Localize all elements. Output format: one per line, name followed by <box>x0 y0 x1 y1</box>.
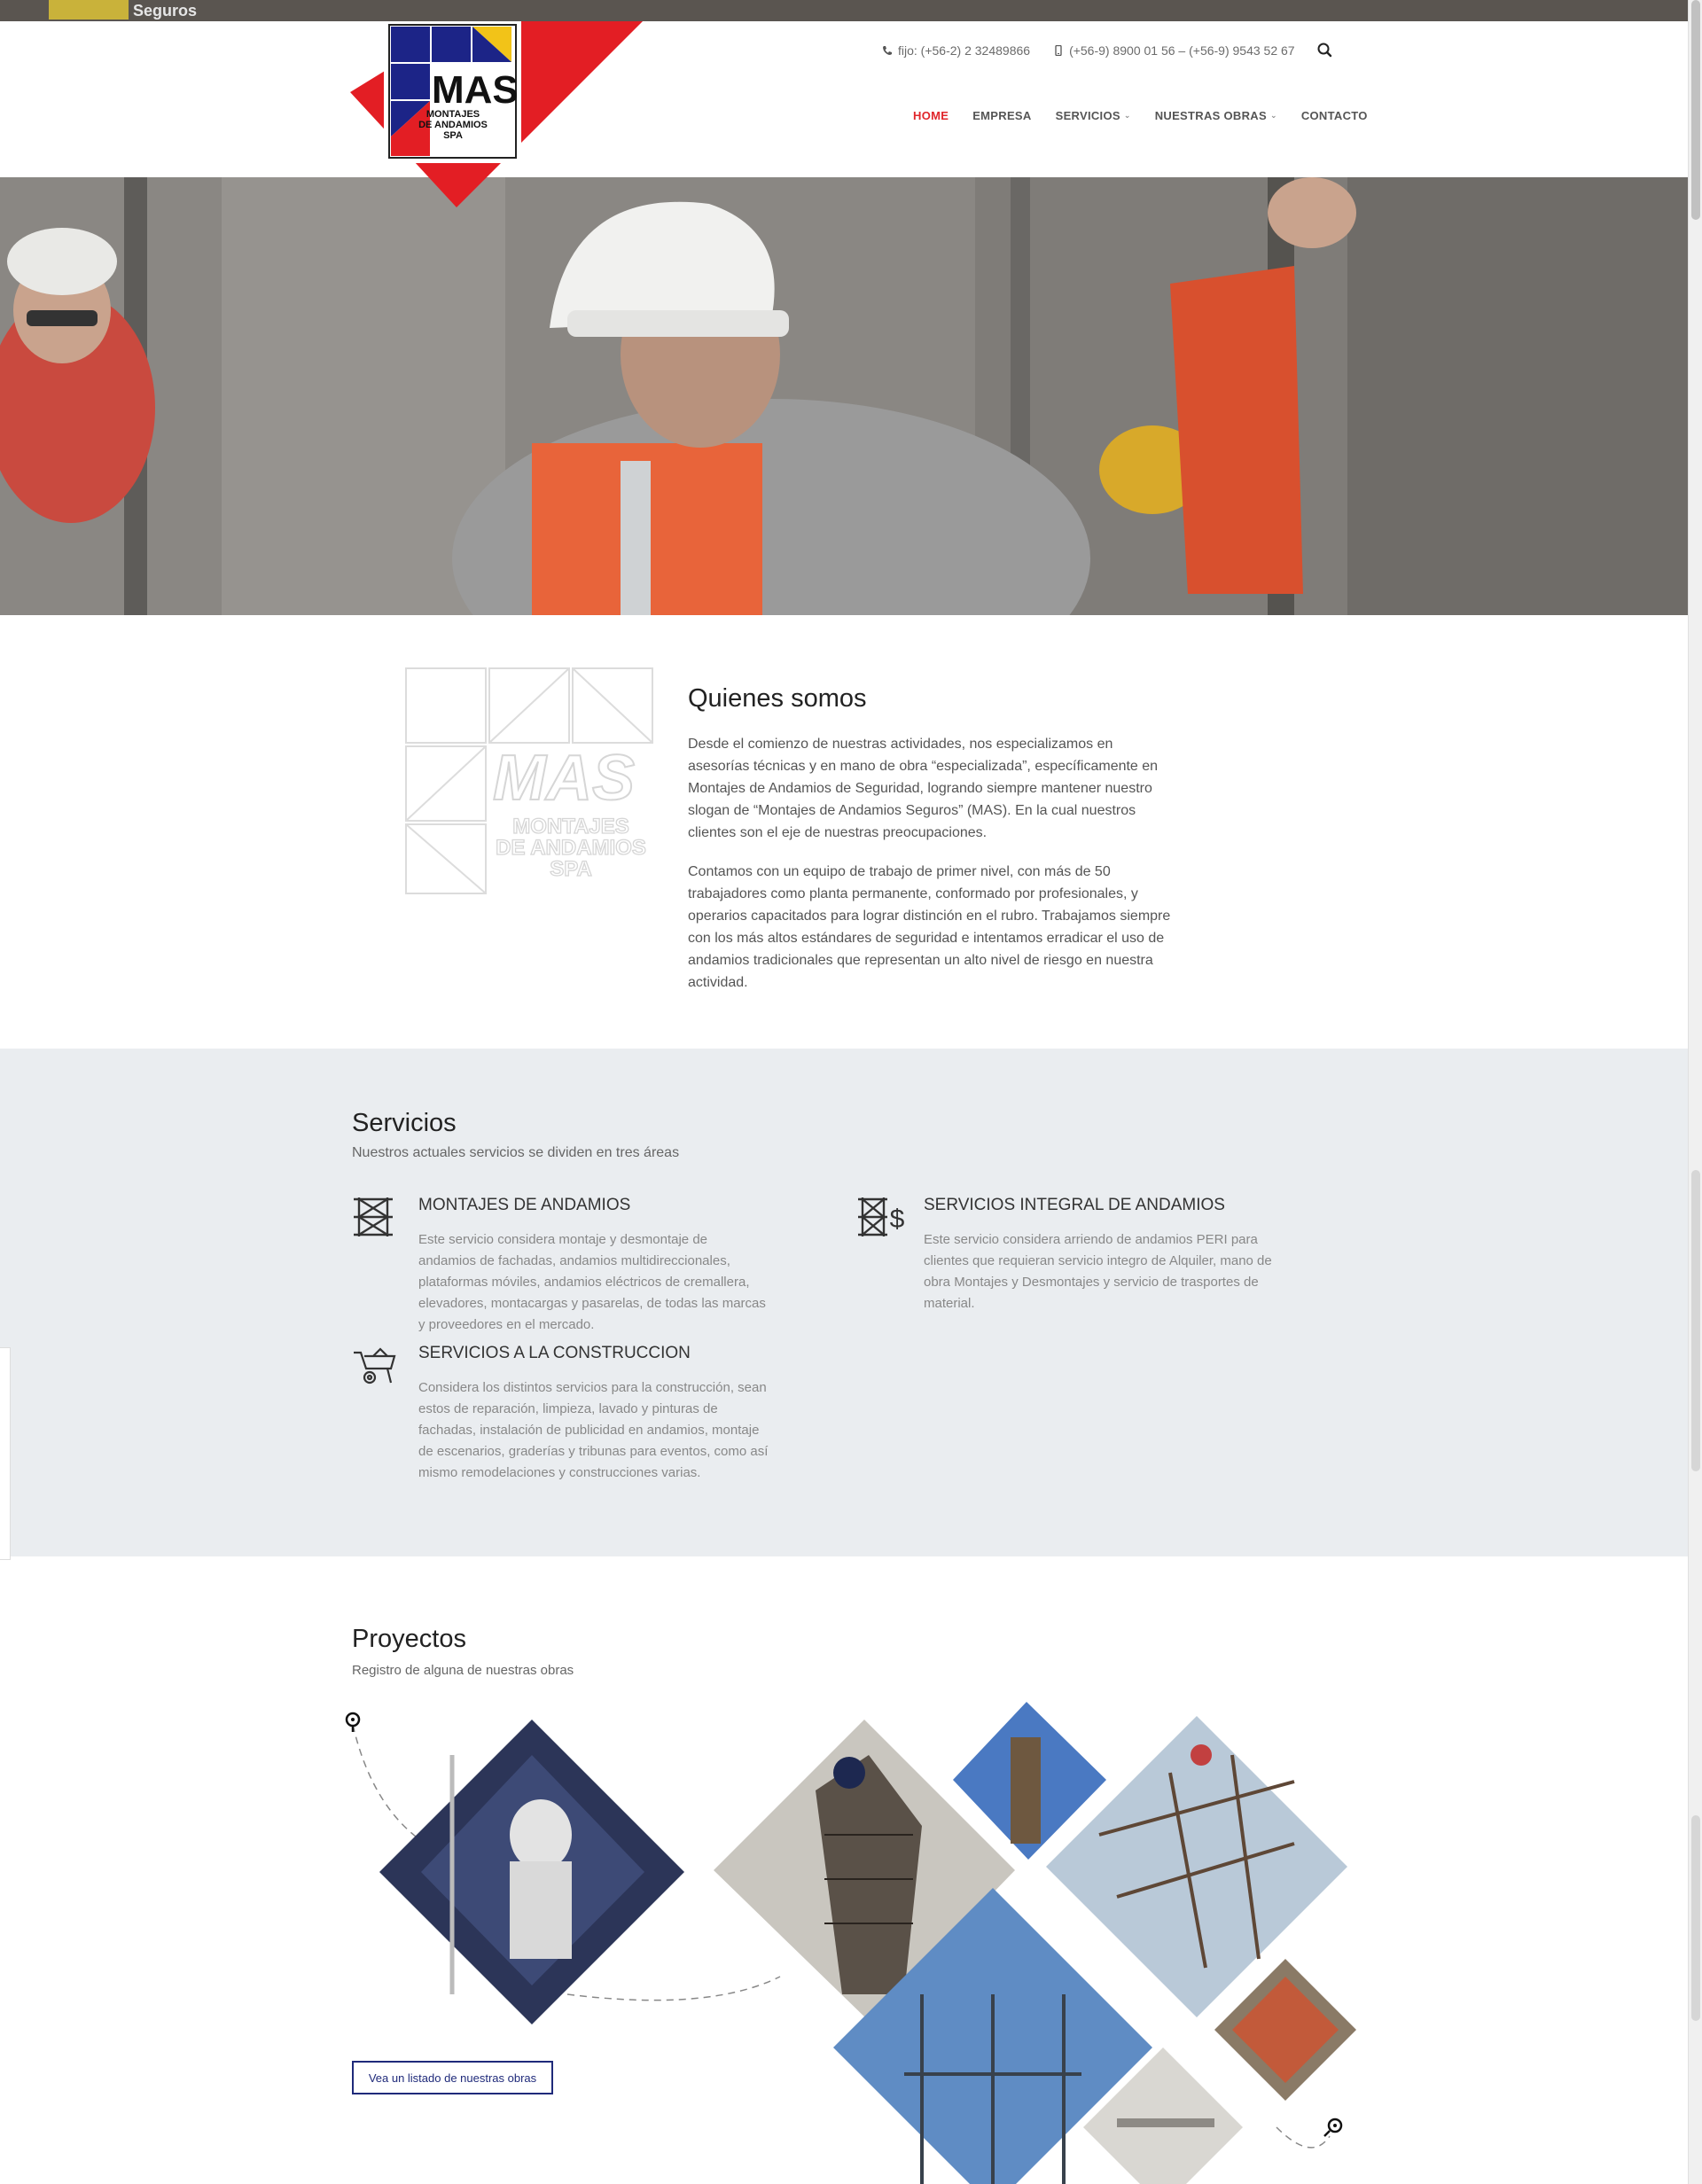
services-title: Servicios <box>352 1109 457 1137</box>
projects-title: Proyectos <box>352 1625 466 1653</box>
location-pin-icon <box>347 1713 359 1732</box>
nav-servicios[interactable]: SERVICIOS ⌄ <box>1055 109 1131 122</box>
service-description: Este servicio considera arriendo de andamios PERI para clientes que requieran servicio integro de Alquiler, mano de obra Montajes y Desmontajes y servicio de trasportes de material. <box>924 1232 1272 1311</box>
project-photo-1[interactable] <box>379 1720 684 2024</box>
nav-home[interactable]: HOME <box>913 109 949 122</box>
service-card-construccion <box>352 1344 769 1484</box>
banner-text: Seguros <box>133 2 198 20</box>
about-section <box>688 684 1171 1010</box>
location-pin-icon <box>1324 2119 1341 2136</box>
nav-empresa[interactable]: EMPRESA <box>972 109 1032 122</box>
scaffold-icon <box>352 1196 394 1238</box>
mobile-phone-text: (+56-9) 8900 01 56 – (+56-9) 9543 52 67 <box>1069 43 1295 58</box>
nav-contacto[interactable]: CONTACTO <box>1300 109 1368 122</box>
watermark-line1: MONTAJES <box>512 815 629 838</box>
main-nav <box>913 109 1368 122</box>
watermark-main-text: MAS <box>493 743 635 814</box>
about-paragraph-1: Desde el comienzo de nuestras actividades, nos especializamos en asesorías técnicas y en mano de obra “especializada”, específicamente en Montajes de Andamios de Seguridad, logrando siempre mantener nuestro slogan de “Montajes de Andamios Seguros” (MAS). En la cual nuestros clientes son el eje de nuestras preocupaciones. <box>688 737 1159 840</box>
service-title: SERVICIOS INTEGRAL DE ANDAMIOS <box>924 1196 1225 1214</box>
service-title: SERVICIOS A LA CONSTRUCCION <box>418 1344 691 1362</box>
side-tab-widget[interactable] <box>0 1347 11 1560</box>
fixed-phone-text: fijo: (+56-2) 2 32489866 <box>898 43 1031 58</box>
page-scrollbar[interactable] <box>1688 0 1702 2184</box>
nav-nuestras-obras[interactable]: NUESTRAS OBRAS ⌄ <box>1154 109 1277 122</box>
site-header <box>0 21 1688 177</box>
about-logo-watermark <box>404 667 654 895</box>
scrollbar-track-segment <box>1691 1815 1700 2021</box>
chevron-down-icon: ⌄ <box>1269 111 1277 120</box>
phone-icon <box>882 45 893 56</box>
mobile-phone-icon <box>1053 45 1064 56</box>
service-description: Este servicio considera montaje y desmontaje de andamios de fachadas, andamios multidireccionales, plataformas móviles, andamios eléctricos de cremallera, elevadores, montacargas y pasarelas, de todas las marcas y proveedores en el mercado. <box>418 1232 766 1332</box>
wheelbarrow-icon <box>352 1344 398 1386</box>
about-paragraph-2: Contamos con un equipo de trabajo de primer nivel, con más de 50 trabajadores como planta permanente, conformado por profesionales, y operarios capacitados para lograr distinción en el rubro. Trabajamos siempre con los más altos estándares de seguridad e intentamos erradicar el uso de andamios tradicionales que representan un alto nivel de riesgo en nuestra actividad. <box>688 864 1171 990</box>
banner-yellow-block <box>49 0 129 20</box>
scrollbar-track-segment <box>1691 1170 1700 1471</box>
project-photo-4[interactable] <box>1046 1716 1347 2017</box>
search-icon <box>1316 41 1335 60</box>
logo-line3: SPA <box>443 130 463 141</box>
scrollbar-thumb[interactable] <box>1691 0 1700 220</box>
projects-gallery <box>337 1702 1365 2184</box>
service-card-montajes <box>352 1196 769 1336</box>
top-banner-strip <box>0 0 1688 21</box>
services-section <box>0 1049 1688 1556</box>
logo-main-text: MAS <box>432 68 519 112</box>
contact-bar <box>882 43 1295 58</box>
chevron-down-icon: ⌄ <box>1123 111 1131 120</box>
projects-subtitle: Registro de alguna de nuestras obras <box>352 1663 574 1678</box>
services-subtitle: Nuestros actuales servicios se dividen en tres áreas <box>352 1145 680 1160</box>
service-title: MONTAJES DE ANDAMIOS <box>418 1196 631 1214</box>
service-description: Considera los distintos servicios para la construcción, sean estos de reparación, limpieza, lavado y pinturas de fachadas, instalación de publicidad en andamios, montaje de escenarios, graderías y tribunas para eventos, como así mismo remodelaciones y construcciones varias. <box>418 1380 769 1480</box>
hero-image <box>0 177 1688 615</box>
view-projects-button[interactable]: Vea un listado de nuestras obras <box>352 2061 553 2094</box>
svg-text:$: $ <box>889 1205 905 1234</box>
logo-line2: DE ANDAMIOS <box>418 120 488 130</box>
company-logo[interactable] <box>350 21 643 207</box>
search-button[interactable] <box>1316 41 1335 60</box>
about-title: Quienes somos <box>688 684 867 713</box>
logo-line1: MONTAJES <box>426 109 480 120</box>
scaffold-dollar-icon <box>857 1196 907 1238</box>
service-card-integral <box>857 1196 1274 1314</box>
watermark-line2: DE ANDAMIOS <box>496 836 646 860</box>
project-photo-6[interactable] <box>1214 1959 1356 2101</box>
watermark-line3: SPA <box>550 857 592 881</box>
